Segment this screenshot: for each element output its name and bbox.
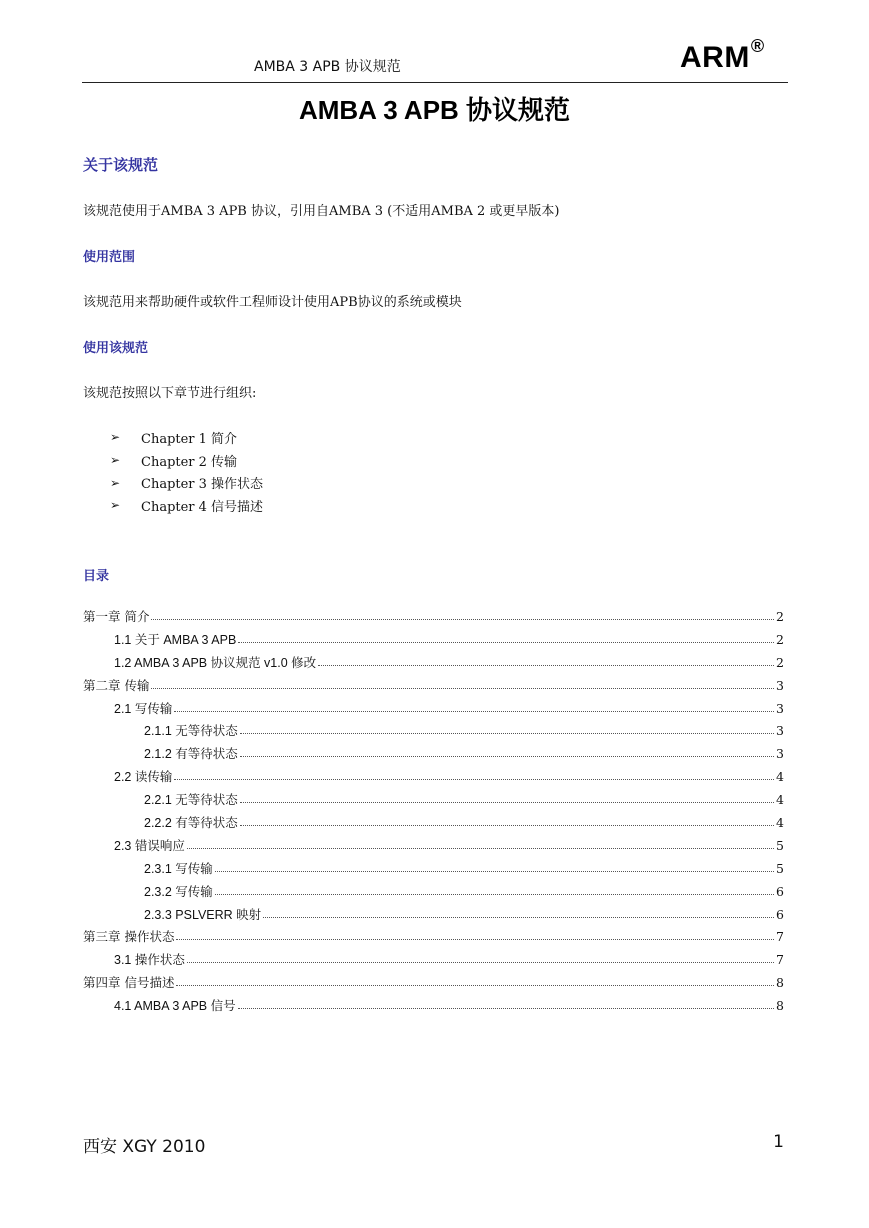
toc-entry-page: 6 — [776, 906, 784, 922]
toc-entry[interactable] — [83, 744, 784, 767]
dot-leader — [187, 961, 774, 963]
toc-entry-label: 第三章 操作状态 — [83, 929, 175, 945]
toc-entry-label: 第二章 传输 — [83, 677, 150, 693]
toc-entry-page: 7 — [776, 929, 784, 945]
usage-text: 该规范按照以下章节进行组织: — [83, 386, 257, 401]
usage-heading: 使用该规范 — [83, 341, 149, 356]
toc-entry-label: 2.3.3 PSLVERR 映射 — [144, 907, 262, 922]
dot-leader — [176, 938, 774, 940]
arrow-bullet-icon: ➢ — [110, 475, 121, 490]
arm-logo — [680, 36, 765, 75]
toc-entry-page: 3 — [776, 700, 784, 716]
dot-leader — [187, 847, 774, 849]
toc-entry[interactable] — [83, 767, 784, 790]
toc-entry-label: 2.2.1 无等待状态 — [144, 793, 238, 808]
toc-entry-label: 2.2.2 有等待状态 — [144, 816, 238, 831]
toc-entry-page: 3 — [776, 677, 784, 693]
toc-entry-label: 1.1 关于 AMBA 3 APB — [114, 632, 237, 647]
toc-entry-page: 3 — [776, 746, 784, 762]
dot-leader — [240, 755, 774, 757]
toc-entry-page: 7 — [776, 952, 784, 968]
dot-leader — [238, 1007, 774, 1009]
arrow-bullet-icon: ➢ — [110, 453, 121, 468]
dot-leader — [176, 984, 774, 986]
list-item — [110, 494, 263, 517]
chapter-list — [110, 426, 263, 517]
toc-entry[interactable] — [83, 676, 784, 699]
scope-heading: 使用范围 — [83, 250, 136, 265]
header-divider — [82, 82, 788, 83]
table-of-contents — [83, 607, 784, 1019]
toc-entry-label: 2.3.2 写传输 — [144, 884, 213, 899]
document-title: AMBA 3 APB 协议规范 — [298, 95, 571, 125]
logo-text: ARM — [680, 41, 750, 74]
dot-leader — [238, 641, 774, 643]
about-text: 该规范使用于AMBA 3 APB 协议，引用自AMBA 3 (不适用AMBA 2 或更早版本) — [83, 204, 560, 219]
toc-entry-label: 第一章 简介 — [83, 609, 150, 624]
dot-leader — [215, 870, 774, 872]
toc-entry-label: 2.1 写传输 — [114, 701, 173, 716]
toc-entry-page: 2 — [776, 609, 784, 624]
toc-entry-page: 6 — [776, 883, 784, 899]
toc-entry-label: 2.1.1 无等待状态 — [144, 724, 238, 739]
toc-entry[interactable] — [83, 630, 784, 653]
dot-leader — [240, 801, 774, 803]
toc-entry-label: 第四章 信号描述 — [83, 975, 175, 991]
chapter-label: Chapter 1 简介 — [141, 431, 238, 447]
dot-leader — [263, 916, 774, 918]
list-item — [110, 449, 263, 472]
chapter-label: Chapter 2 传输 — [141, 454, 238, 470]
toc-heading: 目录 — [83, 569, 110, 584]
footer-text: 西安 XGY 2010 — [83, 1137, 206, 1157]
toc-entry-label: 1.2 AMBA 3 APB 协议规范 v1.0 修改 — [114, 655, 317, 670]
toc-entry[interactable] — [83, 996, 784, 1019]
toc-entry-page: 8 — [776, 998, 784, 1014]
toc-entry-label: 3.1 操作状态 — [114, 953, 185, 968]
toc-entry[interactable] — [83, 882, 784, 905]
dot-leader — [318, 664, 774, 666]
toc-entry[interactable] — [83, 790, 784, 813]
toc-entry[interactable] — [83, 905, 784, 928]
toc-entry[interactable] — [83, 927, 784, 950]
toc-entry[interactable] — [83, 859, 784, 882]
dot-leader — [174, 778, 774, 780]
chapter-label: Chapter 4 信号描述 — [141, 499, 264, 515]
registered-mark: ® — [750, 36, 765, 56]
toc-entry[interactable] — [83, 836, 784, 859]
toc-entry[interactable] — [83, 813, 784, 836]
toc-entry[interactable] — [83, 973, 784, 996]
dot-leader — [151, 687, 774, 689]
list-item — [110, 426, 263, 449]
toc-entry[interactable] — [83, 699, 784, 722]
dot-leader — [240, 732, 774, 734]
scope-text: 该规范用来帮助硬件或软件工程师设计使用APB协议的系统或模块 — [83, 295, 462, 310]
header-title: AMBA 3 APB 协议规范 — [254, 59, 401, 75]
dot-leader — [151, 618, 774, 620]
toc-entry-page: 4 — [776, 815, 784, 831]
toc-entry-page: 2 — [776, 631, 784, 647]
toc-entry-page: 5 — [776, 860, 784, 876]
toc-entry-label: 2.1.2 有等待状态 — [144, 747, 238, 762]
toc-entry-label: 2.3.1 写传输 — [144, 861, 213, 876]
toc-entry-label: 4.1 AMBA 3 APB 信号 — [114, 999, 236, 1014]
toc-entry-page: 8 — [776, 975, 784, 991]
chapter-label: Chapter 3 操作状态 — [141, 477, 264, 493]
toc-entry-page: 3 — [776, 723, 784, 739]
dot-leader — [174, 710, 774, 712]
about-heading: 关于该规范 — [83, 156, 159, 174]
toc-entry-page: 2 — [776, 654, 784, 670]
toc-entry[interactable] — [83, 950, 784, 973]
arrow-bullet-icon: ➢ — [110, 430, 121, 445]
dot-leader — [215, 893, 774, 895]
dot-leader — [240, 824, 774, 826]
list-item — [110, 471, 263, 494]
toc-entry-label: 2.3 错误响应 — [114, 838, 185, 853]
toc-entry[interactable] — [83, 721, 784, 744]
arrow-bullet-icon: ➢ — [110, 498, 121, 513]
toc-entry[interactable] — [83, 607, 784, 630]
toc-entry-label: 2.2 读传输 — [114, 770, 173, 785]
toc-entry-page: 5 — [776, 837, 784, 853]
toc-entry-page: 4 — [776, 792, 784, 808]
toc-entry[interactable] — [83, 653, 784, 676]
page-number: 1 — [773, 1132, 784, 1152]
toc-entry-page: 4 — [776, 769, 784, 785]
